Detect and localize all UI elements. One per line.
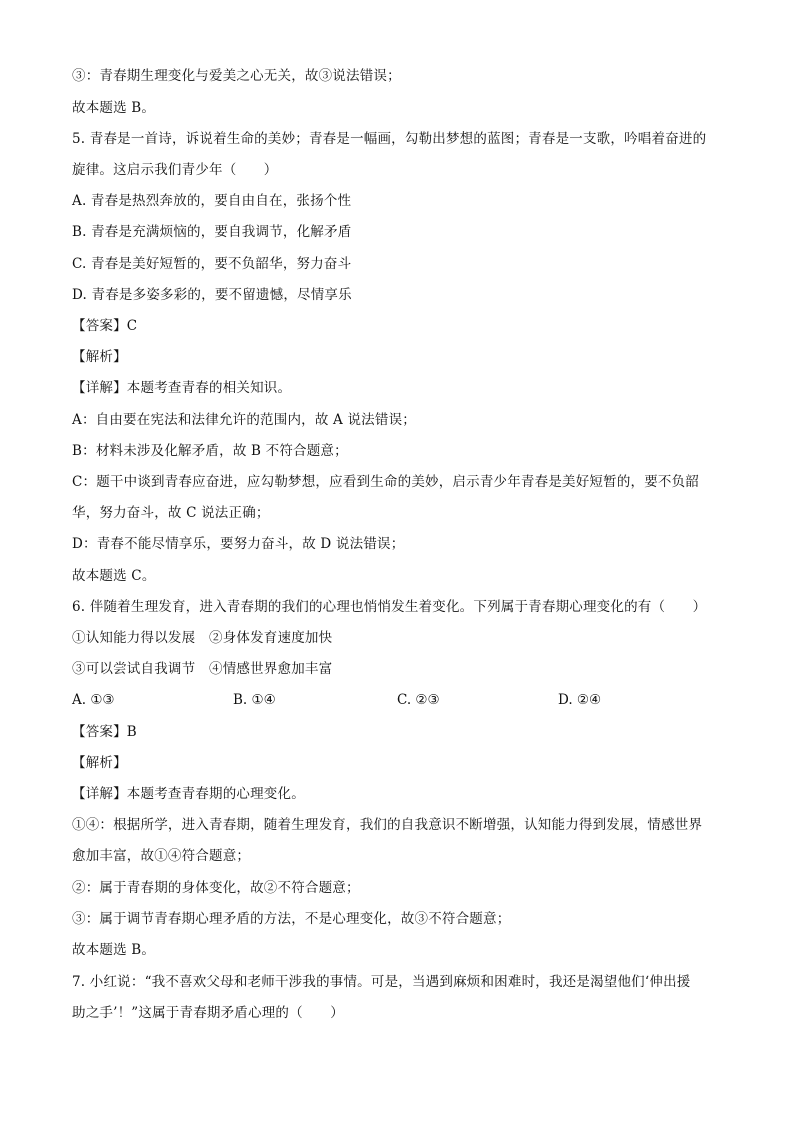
analysis-label: 【解析】 — [72, 755, 127, 771]
question-6-stem: 6. 伴随着生理发育，进入青春期的我们的心理也悄悄发生着变化。下列属于青春期心理变化的有（ ） — [72, 599, 707, 615]
text-line: 故本题选 B。 — [72, 100, 156, 116]
analysis-label: 【解析】 — [72, 349, 127, 365]
detail-line: 故本题选 C。 — [72, 568, 156, 584]
detail-line: ②：属于青春期的身体变化，故②不符合题意； — [72, 880, 360, 896]
question-6-items: ③可以尝试自我调节 ④情感世界愈加丰富 — [72, 661, 333, 677]
detail-line: 【详解】本题考查青春期的心理变化。 — [72, 786, 305, 802]
question-5-option-d: D. 青春是多姿多彩的，要不留遗憾，尽情享乐 — [72, 287, 352, 303]
question-6-option-a: A. ①③ — [72, 692, 115, 708]
question-6-option-b: B. ①④ — [233, 692, 276, 708]
question-5-stem-cont: 旋律。这启示我们青少年（ ） — [72, 162, 278, 178]
question-6-option-d: D. ②④ — [558, 692, 602, 708]
detail-line: 【详解】本题考查青春的相关知识。 — [72, 380, 292, 396]
answer-label: 【答案】B — [72, 724, 137, 740]
detail-line: D：青春不能尽情享乐，要努力奋斗，故 D 说法错误； — [72, 536, 405, 552]
detail-line: B：材料未涉及化解矛盾，故 B 不符合题意； — [72, 443, 348, 459]
detail-line: 愈加丰富，故①④符合题意； — [72, 848, 251, 864]
answer-label: 【答案】C — [72, 318, 138, 334]
detail-line: 华，努力奋斗，故 C 说法正确； — [72, 505, 270, 521]
question-5-option-b: B. 青春是充满烦恼的，要自我调节，化解矛盾 — [72, 224, 352, 240]
question-6-options — [72, 690, 732, 710]
question-7-stem-cont: 助之手’！”这属于青春期矛盾心理的（ ） — [72, 1005, 344, 1021]
question-5-option-c: C. 青春是美好短暂的，要不负韶华，努力奋斗 — [72, 256, 352, 272]
detail-line: ①④：根据所学，进入青春期，随着生理发育，我们的自我意识不断增强，认知能力得到发展，情感世界 — [72, 817, 703, 833]
detail-line: 故本题选 B。 — [72, 942, 156, 958]
detail-line: ③：属于调节青春期心理矛盾的方法，不是心理变化，故③不符合题意； — [72, 911, 511, 927]
question-7-stem: 7. 小红说：“我不喜欢父母和老师干涉我的事情。可是，当遇到麻烦和困难时，我还是渴望他们‘伸出援 — [72, 974, 691, 990]
question-5-option-a: A. 青春是热烈奔放的，要自由自在，张扬个性 — [72, 193, 352, 209]
question-6-option-c: C. ②③ — [397, 692, 440, 708]
detail-line: C：题干中谈到青春应奋进，应勾勒梦想，应看到生命的美妙，启示青少年青春是美好短暂的，要不负韶 — [72, 474, 700, 490]
question-5-stem: 5. 青春是一首诗，诉说着生命的美妙；青春是一幅画，勾勒出梦想的蓝图；青春是一支歌，吟唱着奋进的 — [72, 131, 707, 147]
text-line: ③：青春期生理变化与爱美之心无关，故③说法错误； — [72, 68, 401, 84]
detail-line: A：自由要在宪法和法律允许的范围内，故 A 说法错误； — [72, 412, 416, 428]
question-6-items: ①认知能力得以发展 ②身体发育速度加快 — [72, 630, 333, 646]
